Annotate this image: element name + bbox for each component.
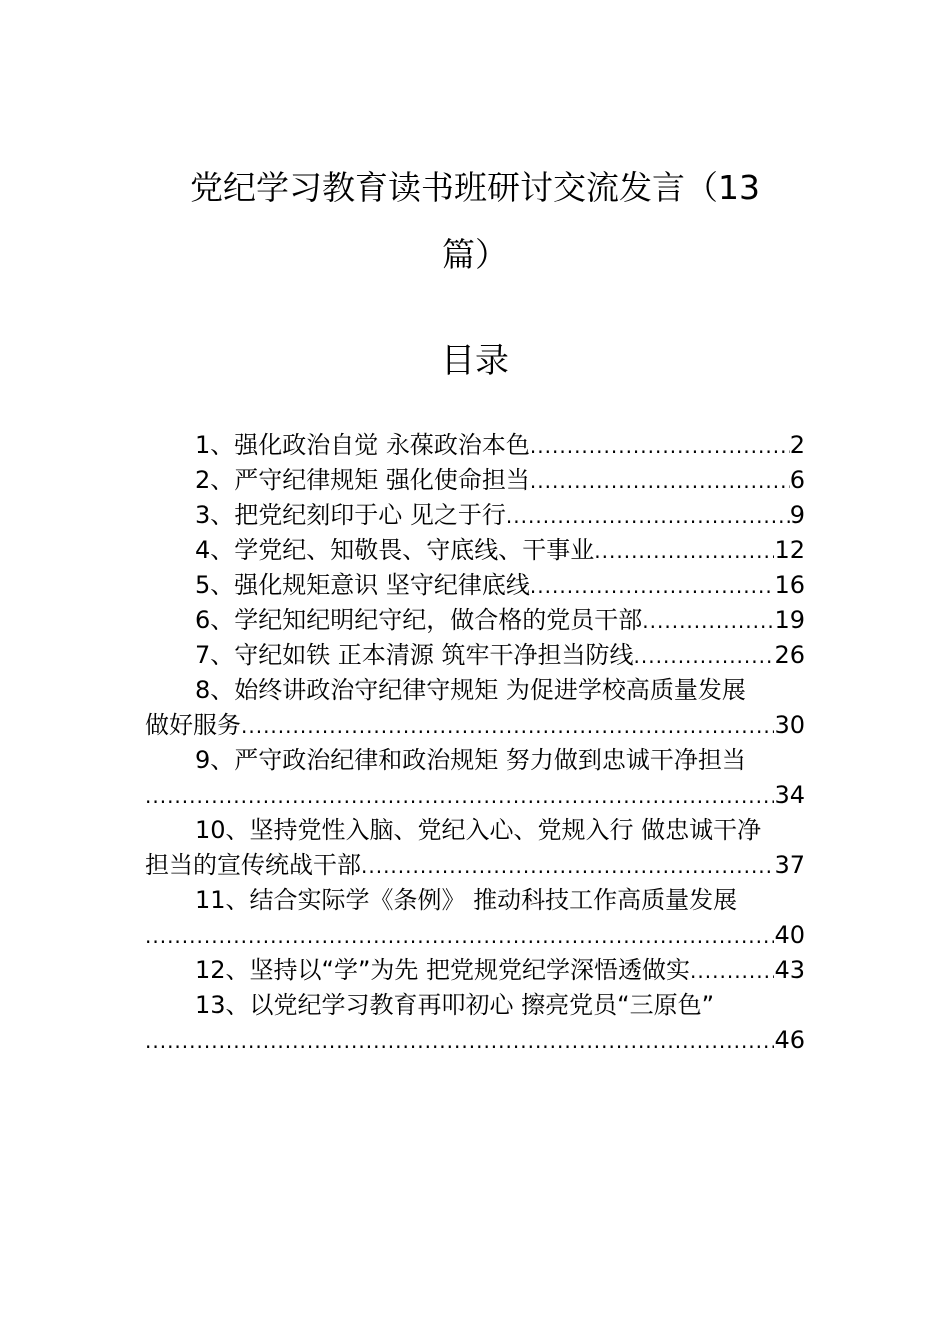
toc-entry-12[interactable] [145, 953, 805, 988]
toc-entry-title: 学党纪、知敬畏、守底线、干事业 [234, 536, 595, 564]
toc-leader-dots [241, 709, 774, 743]
toc-entry-title: 强化规矩意识 坚守纪律底线 [234, 571, 530, 599]
toc-entry-title: 坚持以“学”为先 把党规党纪学深悟透做实 [249, 956, 691, 984]
toc-entry-number: 5、 [195, 571, 235, 599]
toc-entry-10[interactable] [145, 813, 805, 848]
toc-entry-page: 37 [774, 851, 805, 879]
toc-entry-3[interactable] [145, 498, 805, 533]
toc-entry-page: 34 [774, 781, 805, 809]
toc-leader-dots [594, 534, 774, 568]
toc-leader-dots [506, 499, 790, 533]
toc-entry-11-continuation[interactable] [145, 918, 805, 953]
toc-entry-number: 12、 [195, 956, 250, 984]
toc-entry-6[interactable] [145, 603, 805, 638]
toc-entry-page: 46 [774, 1026, 805, 1054]
toc-entry-13[interactable] [145, 988, 805, 1023]
toc-entry-4[interactable] [145, 533, 805, 568]
toc-leader-dots [690, 954, 774, 988]
toc-entry-13-continuation[interactable] [145, 1023, 805, 1058]
toc-entry-11[interactable] [145, 883, 805, 918]
toc-entry-9-continuation[interactable] [145, 778, 805, 813]
toc-entry-number: 8、 [195, 676, 235, 704]
toc-entry-number: 3、 [195, 501, 235, 529]
toc-entry-2[interactable] [145, 463, 805, 498]
toc-entry-1[interactable] [145, 428, 805, 463]
toc-leader-dots [634, 639, 775, 673]
toc-heading: 目录 [441, 341, 509, 381]
toc-leader-dots [361, 849, 774, 883]
document-title-line-1: 党纪学习教育读书班研讨交流发言（13 [190, 168, 760, 207]
toc-entry-title: 以党纪学习教育再叩初心 擦亮党员“三原色” [249, 991, 715, 1019]
toc-entry-title: 严守纪律规矩 强化使命担当 [234, 466, 530, 494]
toc-entry-page: 26 [774, 641, 805, 669]
toc-entry-title: 学纪知纪明纪守纪，做合格的党员干部 [234, 606, 643, 634]
toc-entry-number: 7、 [195, 641, 235, 669]
toc-leader-dots [530, 464, 790, 498]
toc-entry-number: 1、 [195, 431, 235, 459]
toc-entry-title: 结合实际学《条例》 推动科技工作高质量发展 [249, 886, 738, 914]
toc-entry-8[interactable] [145, 673, 805, 708]
toc-entry-number: 2、 [195, 466, 235, 494]
toc-entry-7[interactable] [145, 638, 805, 673]
toc-entry-title: 把党纪刻印于心 见之于行 [234, 501, 506, 529]
toc-entry-page: 6 [789, 466, 805, 494]
toc-entry-page: 16 [774, 571, 805, 599]
toc-leader-dots [642, 604, 774, 638]
toc-entry-page: 19 [774, 606, 805, 634]
toc-entry-number: 11、 [195, 886, 250, 914]
toc-entry-8-continuation[interactable] [145, 708, 805, 743]
toc-entry-page: 9 [789, 501, 805, 529]
toc-entry-title: 强化政治自觉 永葆政治本色 [234, 431, 530, 459]
toc-entry-9[interactable] [145, 743, 805, 778]
toc-entry-number: 9、 [195, 746, 235, 774]
toc-entry-page: 2 [789, 431, 805, 459]
toc-entry-page: 40 [774, 921, 805, 949]
toc-entry-title: 坚持党性入脑、党纪入心、党规入行 做忠诚干净 [249, 816, 762, 844]
toc-leader-dots [145, 1024, 774, 1058]
toc-entry-number: 10、 [195, 816, 250, 844]
toc-entry-page: 12 [774, 536, 805, 564]
toc-entry-title: 始终讲政治守纪律守规矩 为促进学校高质量发展 [234, 676, 746, 704]
toc-leader-dots [145, 919, 774, 953]
toc-entry-page: 30 [774, 711, 805, 739]
toc-leader-dots [530, 569, 775, 603]
toc-entry-number: 4、 [195, 536, 235, 564]
toc-entry-page: 43 [774, 956, 805, 984]
toc-entry-number: 6、 [195, 606, 235, 634]
toc-leader-dots [530, 429, 790, 463]
toc-entry-number: 13、 [195, 991, 250, 1019]
toc-entry-title-continued: 做好服务 [145, 711, 241, 739]
document-title-line-2: 篇） [442, 235, 508, 274]
toc-entry-10-continuation[interactable] [145, 848, 805, 883]
toc-leader-dots [145, 779, 774, 813]
toc-entry-title: 守纪如铁 正本清源 筑牢干净担当防线 [234, 641, 634, 669]
table-of-contents [145, 428, 805, 1058]
toc-entry-title-continued: 担当的宣传统战干部 [145, 851, 361, 879]
toc-entry-5[interactable] [145, 568, 805, 603]
toc-entry-title: 严守政治纪律和政治规矩 努力做到忠诚干净担当 [234, 746, 746, 774]
